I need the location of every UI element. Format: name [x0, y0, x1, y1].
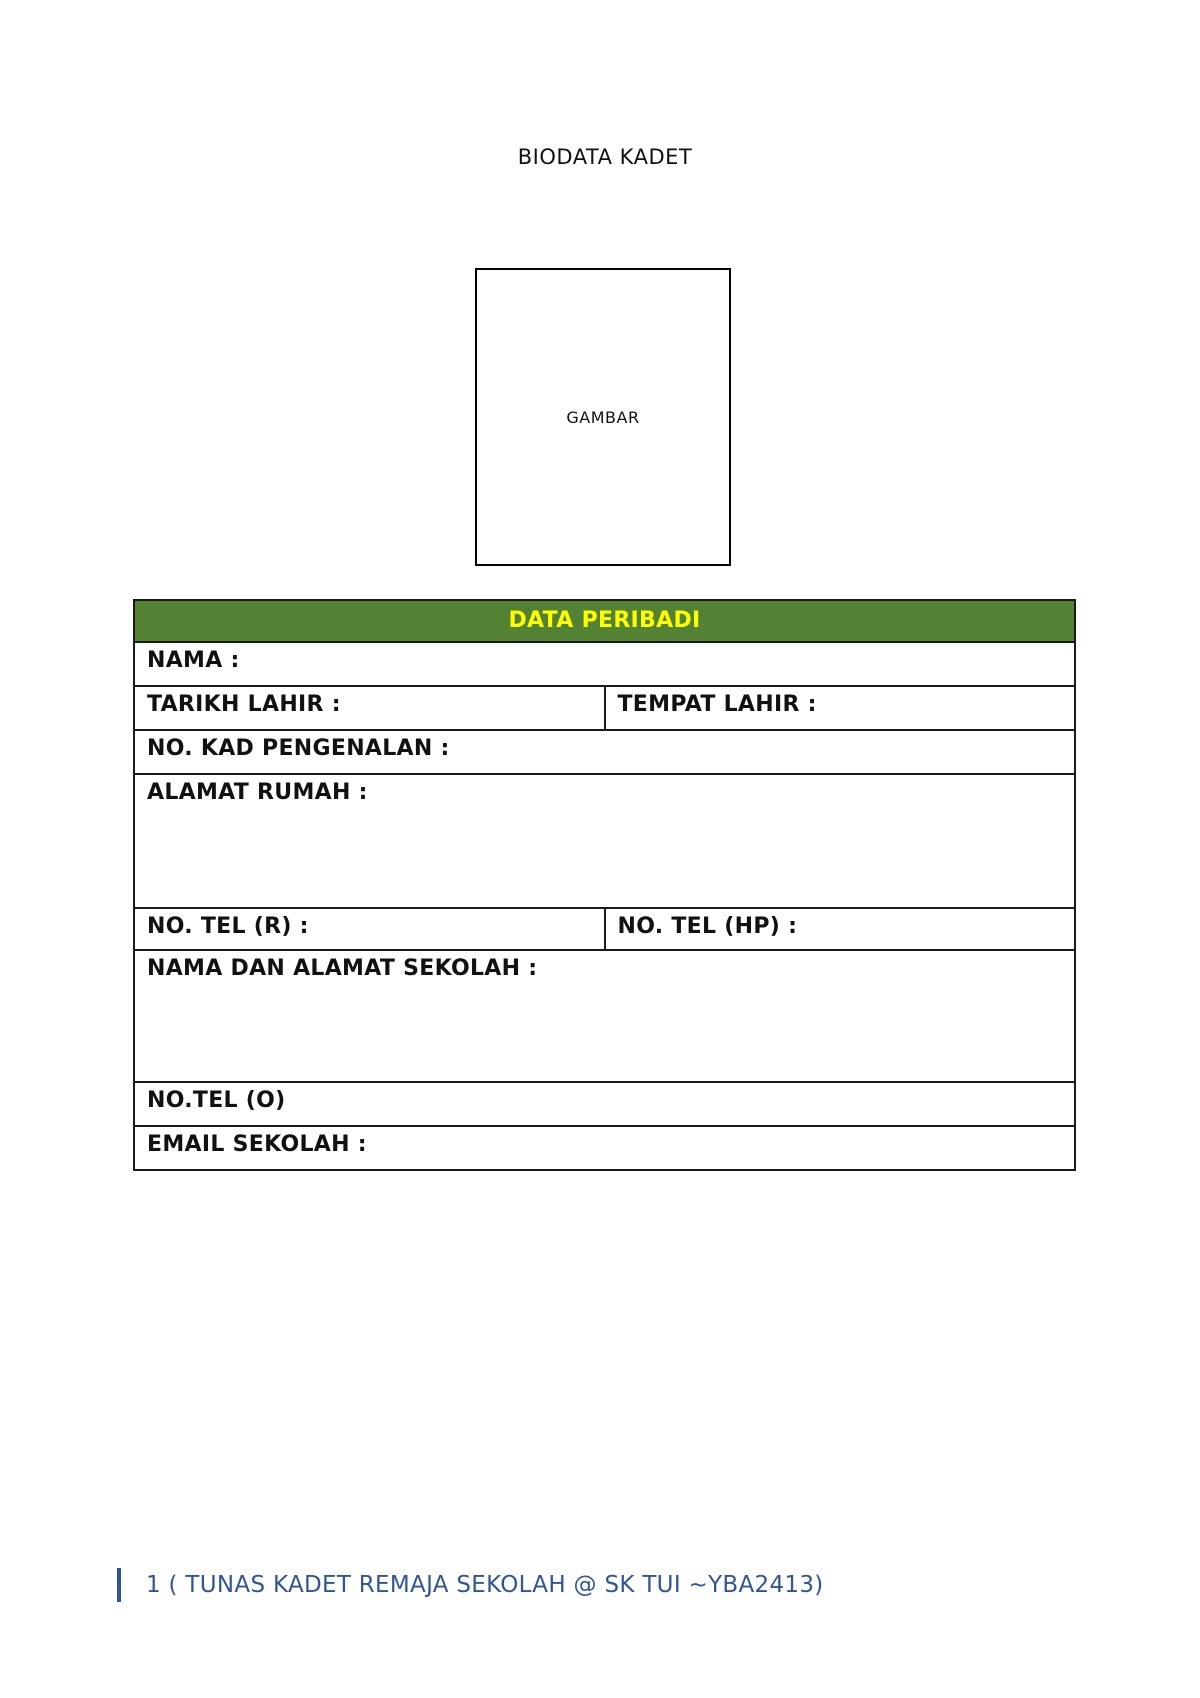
field-no-kad-pengenalan[interactable]: NO. KAD PENGENALAN : — [134, 730, 1075, 774]
field-tarikh-lahir[interactable]: TARIKH LAHIR : — [134, 686, 605, 730]
document-title: BIODATA KADET — [517, 145, 693, 169]
footer-text: 1 ( TUNAS KADET REMAJA SEKOLAH @ SK TUI ~YBA2413) — [146, 1572, 824, 1598]
page-footer — [117, 1568, 824, 1602]
photo-label: GAMBAR — [566, 407, 640, 427]
field-tempat-lahir[interactable]: TEMPAT LAHIR : — [605, 686, 1076, 730]
field-no-tel-o[interactable]: NO.TEL (O) — [134, 1082, 1075, 1126]
photo-placeholder — [475, 268, 731, 566]
field-nama-alamat-sekolah[interactable]: NAMA DAN ALAMAT SEKOLAH : — [134, 950, 1075, 1082]
field-email-sekolah[interactable]: EMAIL SEKOLAH : — [134, 1126, 1075, 1170]
field-no-tel-hp[interactable]: NO. TEL (HP) : — [605, 908, 1076, 950]
personal-data-form — [133, 599, 1076, 1171]
form-header: DATA PERIBADI — [134, 600, 1075, 642]
field-no-tel-r[interactable]: NO. TEL (R) : — [134, 908, 605, 950]
field-alamat-rumah[interactable]: ALAMAT RUMAH : — [134, 774, 1075, 908]
field-nama[interactable]: NAMA : — [134, 642, 1075, 686]
footer-accent-bar — [117, 1568, 121, 1602]
